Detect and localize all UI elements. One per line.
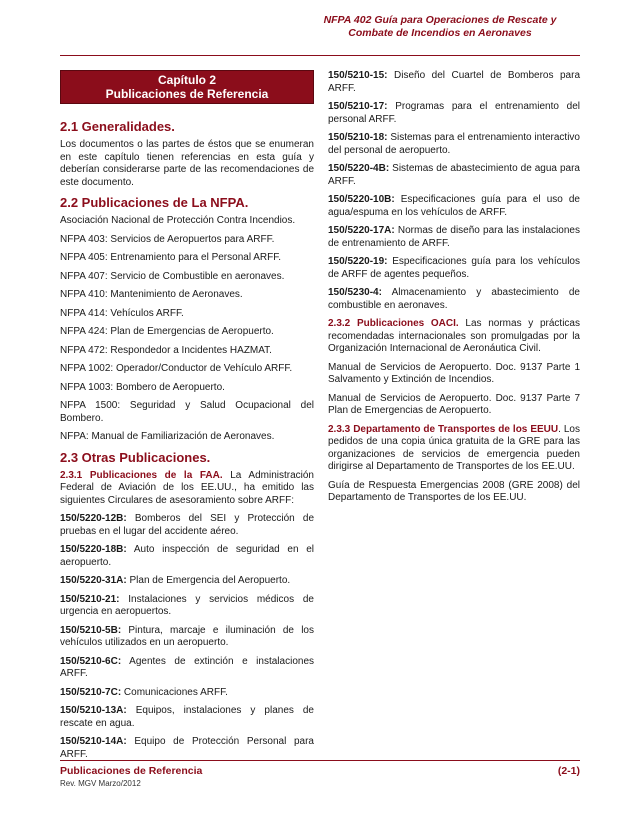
faa-item (328, 225, 580, 250)
dot-label: 2.3.3 Departamento de Transportes de los EEUU (328, 423, 559, 435)
faa-item-code: 150/5210-6C: (60, 655, 122, 667)
header-line-2: Combate de Incendios en Aeronaves (348, 27, 532, 39)
oaci-text: Las normas y prácticas recomendadas internacionales son promulgadas por la Organización Internacional de Aeronáutica Civil. (328, 318, 580, 354)
faa-item (60, 575, 314, 588)
nfpa-item: NFPA 472: Respondedor a Incidentes HAZMAT. (60, 344, 272, 356)
running-header (300, 14, 580, 40)
faa-item-code: 150/5220-4B: (328, 163, 390, 174)
faa-item-code: 150/5210-13A: (60, 705, 127, 716)
faa-intro (60, 470, 314, 508)
faa-item-code: 150/5210-17: (328, 101, 388, 112)
faa-item-text: Programas para el entrenamiento del personal ARFF. (328, 101, 580, 125)
nfpa-item: NFPA 414: Vehículos ARFF. (60, 307, 184, 319)
faa-label: 2.3.1 Publicaciones de la FAA. (60, 469, 223, 481)
faa-item-code: 150/5210-14A: (60, 736, 127, 747)
faa-item-code: 150/5230-4: (328, 287, 382, 298)
faa-item-code: 150/5220-17A: (328, 225, 395, 236)
faa-item (328, 194, 580, 219)
nfpa-item: NFPA 1003: Bombero de Aeropuerto. (60, 381, 225, 393)
faa-item-code: 150/5210-15: (328, 70, 388, 81)
oaci-label: 2.3.2 Publicaciones OACI. (328, 318, 459, 329)
faa-item (328, 256, 580, 281)
revision-note: Rev. MGV Marzo/2012 (60, 779, 141, 788)
section-2-2-heading: 2.2 Publicaciones de La NFPA. (60, 195, 249, 210)
faa-item (328, 163, 580, 188)
faa-item (60, 594, 314, 619)
dot-intro (328, 424, 580, 474)
faa-item-code: 150/5220-12B: (60, 513, 127, 524)
page-number: (2-1) (557, 765, 580, 777)
faa-item-text: Equipo de Protección Personal para ARFF. (60, 736, 314, 760)
faa-item-text: Almacenamiento y abastecimiento de combustible en aeronaves. (328, 287, 580, 311)
faa-item (60, 625, 314, 650)
faa-item (328, 287, 580, 312)
faa-item-text: Pintura, marcaje e iluminación de los vehículos utilizados en un aeropuerto. (60, 624, 314, 648)
faa-item-text: Plan de Emergencia del Aeropuerto. (126, 575, 291, 586)
faa-item-text: Sistemas de abastecimiento de agua para ARFF. (328, 163, 580, 187)
faa-item-code: 150/5220-10B: (328, 194, 395, 205)
faa-item-code: 150/5210-21: (60, 593, 120, 605)
nfpa-item: NFPA 1002: Operador/Conductor de Vehículo ARFF. (60, 363, 293, 374)
faa-item-text: Auto inspección de seguridad en el aeropuerto. (60, 544, 314, 568)
faa-item (60, 656, 314, 681)
faa-item-code: 150/5210-7C: (60, 686, 122, 698)
faa-item-code: 150/5210-5B: (60, 624, 122, 636)
nfpa-item: Asociación Nacional de Protección Contra Incendios. (60, 215, 296, 226)
chapter-title-box (60, 70, 314, 104)
nfpa-item: NFPA 407: Servicio de Combustible en aeronaves. (60, 270, 285, 282)
faa-item-text: Bomberos del SEI y Protección de pruebas en el lugar del accidente aéreo. (60, 513, 314, 537)
footer-divider (60, 760, 580, 761)
faa-item-text: Diseño del Cuartel de Bomberos para ARFF. (328, 70, 580, 94)
faa-item-text: Especificaciones guía para el uso de agua/espuma en los vehículos de ARFF. (328, 194, 580, 218)
faa-item-text: Agentes de extinción e instalaciones ARFF. (60, 655, 314, 679)
faa-item-text: Sistemas para el entrenamiento interactivo del personal de aeropuerto. (328, 132, 580, 156)
faa-item (60, 544, 314, 569)
dot-text: . Los pedidos de una copia única gratuita de la GRE para las organizaciones de servicios de emergencia pueden dirigirse al Departamento de Transportes de los EE.UU. (328, 423, 580, 472)
oaci-item: Manual de Servicios de Aeropuerto. Doc. 9137 Parte 1 Salvamento y Extinción de Incendios. (328, 361, 580, 385)
left-column (60, 70, 314, 767)
faa-item-text: Especificaciones guía para los vehículos de ARFF de agentes pequeños. (328, 256, 580, 280)
gre-item: Guía de Respuesta Emergencias 2008 (GRE 2008) del Departamento de Transportes de los EE.UU. (328, 479, 580, 503)
section-2-1-text: Los documentos o las partes de éstos que se enumeran en este capítulo tienen referencias en esta guía y deberían considerarse parte de las recomendaciones de este documento. (60, 139, 314, 188)
faa-item (328, 132, 580, 157)
faa-item-text: Equipos, instalaciones y planes de rescate en agua. (60, 705, 314, 729)
faa-item-text: Instalaciones y servicios médicos de urgencia en aeropuertos. (60, 593, 314, 617)
faa-item (60, 705, 314, 730)
nfpa-item: NFPA 410: Mantenimiento de Aeronaves. (60, 289, 243, 300)
faa-item (60, 687, 314, 700)
nfpa-item: NFPA 424: Plan de Emergencias de Aeropuerto. (60, 326, 274, 337)
section-2-1-heading: 2.1 Generalidades. (60, 119, 175, 134)
section-2-3-heading: 2.3 Otras Publicaciones. (60, 449, 211, 465)
oaci-intro (328, 318, 580, 356)
faa-item-code: 150/5210-18: (328, 132, 388, 143)
faa-item (60, 513, 314, 538)
footer-title: Publicaciones de Referencia (60, 765, 203, 777)
nfpa-item: NFPA 1500: Seguridad y Salud Ocupacional del Bombero. (60, 400, 314, 424)
faa-item (328, 101, 580, 126)
faa-item-code: 150/5220-31A: (60, 575, 127, 586)
faa-text: La Administración Federal de Aviación de los EE.UU., ha emitido las siguientes Circulares de asesoramiento sobre ARFF: (60, 469, 314, 506)
header-line-1: NFPA 402 Guía para Operaciones de Rescate y (323, 14, 557, 26)
nfpa-item: NFPA: Manual de Familiarización de Aeronaves. (60, 431, 275, 442)
oaci-item: Manual de Servicios de Aeropuerto. Doc. 9137 Parte 7 Plan de Emergencias de Aeropuerto. (328, 392, 580, 416)
nfpa-item: NFPA 405: Entrenamiento para el Personal ARFF. (60, 252, 282, 263)
faa-item-text: Normas de diseño para las instalaciones de entrenamiento de ARFF. (328, 225, 580, 249)
faa-item (60, 736, 314, 761)
faa-item (328, 70, 580, 95)
faa-item-code: 150/5220-18B: (60, 544, 127, 555)
right-column (328, 70, 580, 511)
chapter-subtitle: Publicaciones de Referencia (105, 87, 269, 101)
chapter-number: Capítulo 2 (157, 73, 216, 87)
faa-item-text: Comunicaciones ARFF. (121, 686, 228, 698)
faa-item-code: 150/5220-19: (328, 256, 388, 267)
header-divider (60, 55, 580, 56)
nfpa-item: NFPA 403: Servicios de Aeropuertos para ARFF. (60, 233, 275, 245)
